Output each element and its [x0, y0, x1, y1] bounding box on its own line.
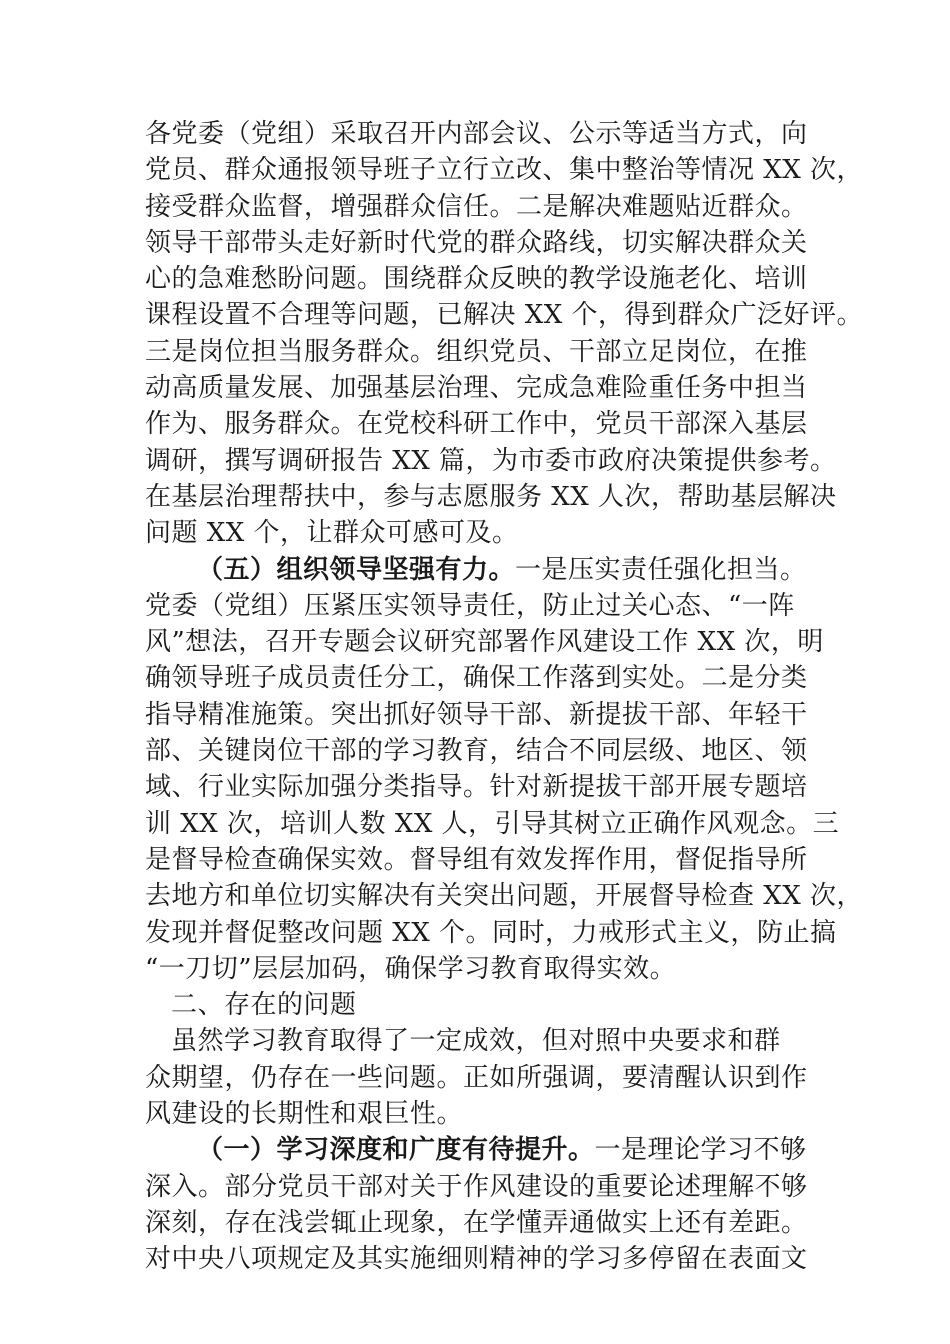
section-five-heading: （五）组织领导坚强有力。 — [197, 554, 516, 585]
paragraph-line: 课程设置不合理等问题，已解决 XX 个，得到群众广泛好评。 — [145, 300, 864, 331]
paragraph-line: “一刀切”层层加码，确保学习教育取得实效。 — [145, 953, 677, 984]
paragraph-line: 风”想法，召开专题会议研究部署作风建设工作 XX 次，明 — [145, 627, 824, 658]
section-five-first-line — [145, 552, 810, 588]
paragraph-line: 深入。部分党员干部对关于作风建设的重要论述理解不够 — [145, 1171, 808, 1202]
paragraph-line: 对中央八项规定及其实施细则精神的学习多停留在表面文 — [145, 1244, 808, 1275]
paragraph-line: 各党委（党组）采取召开内部会议、公示等适当方式，向 — [145, 119, 808, 149]
paragraph-line: 领导干部带头走好新时代党的群众路线，切实解决群众关 — [145, 227, 808, 258]
paragraph-line: 训 XX 次，培训人数 XX 人，引导其树立正确作风观念。三 — [145, 808, 840, 839]
section-five-first-text: 一是压实责任强化担当。 — [515, 554, 807, 585]
paragraph-line: 指导精准施策。突出抓好领导干部、新提拔干部、年轻干 — [145, 699, 808, 730]
paragraph-line: 域、行业实际加强分类指导。针对新提拔干部开展专题培 — [145, 772, 808, 803]
paragraph-line: 三是岗位担当服务群众。组织党员、干部立足岗位，在推 — [145, 336, 808, 367]
paragraph-line: 发现并督促整改问题 XX 个。同时，力戒形式主义，防止搞 — [145, 917, 837, 948]
paragraph-line: 心的急难愁盼问题。围绕群众反映的教学设施老化、培训 — [145, 264, 808, 295]
paragraph-line: 动高质量发展、加强基层治理、完成急难险重任务中担当 — [145, 373, 808, 404]
paragraph-line: 众期望，仍存在一些问题。正如所强调，要清醒认识到作 — [145, 1062, 808, 1093]
paragraph-line: 部、关键岗位干部的学习教育，结合不同层级、地区、领 — [145, 736, 808, 767]
paragraph-line: 去地方和单位切实解决有关突出问题，开展督导检查 XX 次， — [145, 881, 864, 912]
paragraph-line: 调研，撰写调研报告 XX 篇，为市委市政府决策提供参考。 — [145, 445, 837, 476]
paragraph-line: 风建设的长期性和艰巨性。 — [145, 1099, 464, 1130]
paragraph-line: 虽然学习教育取得了一定成效，但对照中央要求和群 — [171, 1026, 781, 1057]
subsection-one-first-line — [145, 1132, 810, 1168]
section-heading-problems: 二、存在的问题 — [171, 990, 357, 1021]
paragraph-line: 深刻，存在浅尝辄止现象，在学懂弄通做实上还有差距。 — [145, 1207, 808, 1238]
paragraph-line: 是督导检查确保实效。督导组有效发挥作用，督促指导所 — [145, 844, 808, 875]
subsection-one-heading: （一）学习深度和广度有待提升。 — [197, 1135, 595, 1166]
paragraph-line: 确领导班子成员责任分工，确保工作落到实处。二是分类 — [145, 663, 808, 694]
paragraph-line: 在基层治理帮扶中，参与志愿服务 XX 人次，帮助基层解决 — [145, 481, 837, 512]
document-body — [145, 116, 864, 1278]
paragraph-line: 党员、群众通报领导班子立行立改、集中整治等情况 XX 次， — [145, 155, 864, 186]
paragraph-line: 作为、服务群众。在党校科研工作中，党员干部深入基层 — [145, 409, 808, 440]
paragraph-line: 问题 XX 个，让群众可感可及。 — [145, 518, 519, 549]
subsection-one-first-text: 一是理论学习不够 — [594, 1135, 807, 1166]
paragraph-line: 接受群众监督，增强群众信任。二是解决难题贴近群众。 — [145, 191, 808, 222]
paragraph-line: 党委（党组）压紧压实领导责任，防止过关心态、“一阵 — [145, 590, 795, 621]
